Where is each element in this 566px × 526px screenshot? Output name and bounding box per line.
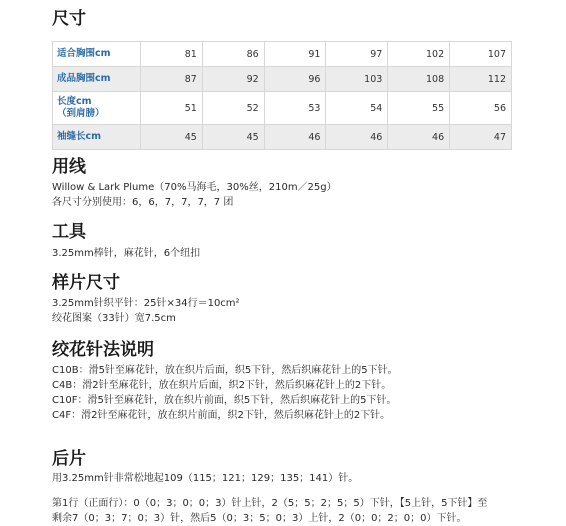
table-cell: 96 bbox=[264, 67, 326, 92]
table-cell: 107 bbox=[450, 42, 512, 67]
cable-line: C10B：滑5针至麻花针，放在织片后面，织5下针，然后织麻花针上的5下针。 bbox=[52, 365, 398, 376]
table-cell: 54 bbox=[326, 92, 388, 125]
table-cell: 81 bbox=[141, 42, 203, 67]
back-title: 后片 bbox=[52, 449, 86, 469]
table-cell: 91 bbox=[264, 42, 326, 67]
table-cell: 46 bbox=[264, 125, 326, 150]
tools-title: 工具 bbox=[52, 222, 86, 242]
gauge-title: 样片尺寸 bbox=[52, 273, 120, 293]
table-cell: 87 bbox=[141, 67, 203, 92]
table-cell: 97 bbox=[326, 42, 388, 67]
back-line: 第1行（正面行）：0（0；3；0；0；3）针上针，2（5；5；2；5；5）下针，【5上针，5下针】至 bbox=[52, 498, 488, 509]
cable-line: C4B：滑2针至麻花针，放在织片后面，织2下针，然后织麻花针上的2下针。 bbox=[52, 380, 392, 391]
table-cell: 51 bbox=[141, 92, 203, 125]
size-table bbox=[52, 41, 512, 150]
table-cell: 55 bbox=[388, 92, 450, 125]
table-cell: 45 bbox=[141, 125, 203, 150]
table-cell: 92 bbox=[202, 67, 264, 92]
table-cell: 46 bbox=[388, 125, 450, 150]
cable-title: 绞花针法说明 bbox=[52, 340, 154, 360]
table-cell: 56 bbox=[450, 92, 512, 125]
row-label: 袖缝长cm bbox=[53, 125, 141, 150]
gauge-line: 3.25mm针织平针：25针×34行＝10cm² bbox=[52, 298, 240, 309]
table-row bbox=[53, 92, 512, 125]
table-cell: 52 bbox=[202, 92, 264, 125]
row-label bbox=[53, 92, 141, 125]
table-cell: 53 bbox=[264, 92, 326, 125]
table-row bbox=[53, 42, 512, 67]
row-label: 成品胸围cm bbox=[53, 67, 141, 92]
back-line: 用3.25mm针非常松地起109（115；121；129；135；141）针。 bbox=[52, 473, 359, 484]
yarn-line: Willow & Lark Plume（70%马海毛，30%丝，210m／25g） bbox=[52, 182, 337, 193]
table-cell: 45 bbox=[202, 125, 264, 150]
table-cell: 47 bbox=[450, 125, 512, 150]
table-cell: 46 bbox=[326, 125, 388, 150]
yarn-title: 用线 bbox=[52, 157, 86, 177]
table-cell: 102 bbox=[388, 42, 450, 67]
row-label-main: 长度cm bbox=[57, 96, 92, 107]
table-row bbox=[53, 125, 512, 150]
size-title: 尺寸 bbox=[52, 9, 86, 29]
table-cell: 103 bbox=[326, 67, 388, 92]
tools-line: 3.25mm棒针，麻花针，6个纽扣 bbox=[52, 248, 201, 259]
table-cell: 112 bbox=[450, 67, 512, 92]
cable-line: C10F：滑5针至麻花针，放在织片前面，织5下针，然后织麻花针上的5下针。 bbox=[52, 395, 397, 406]
gauge-line: 绞花图案（33针）宽7.5cm bbox=[52, 313, 176, 324]
cable-line: C4F：滑2针至麻花针，放在织片前面，织2下针，然后织麻花针上的2下针。 bbox=[52, 410, 391, 421]
back-line: 剩余7（0；3；7；0；3）针，然后5（0；3；5；0；3）上针，2（0；0；2；0；0）下针。 bbox=[52, 513, 467, 524]
row-label-sub: （到肩膀） bbox=[57, 108, 105, 119]
table-cell: 108 bbox=[388, 67, 450, 92]
table-row bbox=[53, 67, 512, 92]
row-label: 适合胸围cm bbox=[53, 42, 141, 67]
table-cell: 86 bbox=[202, 42, 264, 67]
yarn-line: 各尺寸分别使用：6，6，7，7，7，7 团 bbox=[52, 197, 234, 208]
